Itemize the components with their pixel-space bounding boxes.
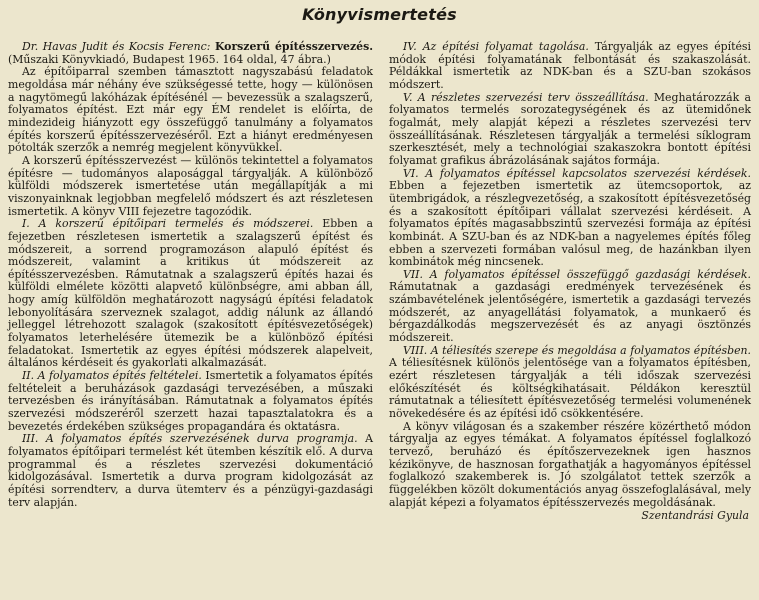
chapter-7-paragraph [389, 269, 751, 345]
chapter-6-text: Ebben a fejezetben ismertetik az ütemcsoportok, az ütembrigádok, a részlegvezetőség, a szakosított építésvezetőség és a szakosított építőipari vállalat szervezési kérdéseit. A folyamatos építés magasabbszintű szervezési formája az építési kombinát. A SZU-ban és az NDK-ban a nagyelemes építés főleg ebben a szervezeti formában valósul meg, de hazánkban ilyen kombinátok még nincsenek. [389, 179, 751, 269]
chapter-2-paragraph [8, 370, 373, 433]
page-title: Könyvismertetés [302, 5, 457, 24]
chapter-4-paragraph [389, 41, 751, 92]
chapter-2-heading: II. A folyamatos építés feltételei. [22, 369, 202, 383]
chapter-4-heading: IV. Az építési folyamat tagolása. [403, 40, 589, 53]
book-publication-info: (Műszaki Könyvkiadó, Budapest 1965. 164 oldal, 47 ábra.) [8, 52, 331, 66]
paragraph-conclusion: A könyv világosan és a szakember részére közérthető módon tárgyalja az egyes témákat. A folyamatos építéssel foglalkozó tervező, beruházó és építőszervezeknek igen hasznos kézikönyve, de hasznosan forgathatják a hagyományos építéssel foglalkozó szakemberek is. Jó szolgálatot tettek szerzők a függelékben közölt dokumentációs anyag összefoglalásával, mely alapját képezi a folyamatos építésszervezés megoldásának. [389, 419, 751, 509]
chapter-8-heading: VIII. A téliesítés szerepe és megoldása a folyamatos építésben. [403, 343, 751, 357]
bibliography-entry [8, 41, 373, 66]
paragraph-overview: A korszerű építésszervezést — különös tekintettel a folyamatos építésre — tudományos alaposággal tárgyalják. A különböző külföldi módszerek ismertetése után megállapítják a mi viszonyainknak legjobban megfelelő módszert és azt részletesen ismertetik. A könyv VIII fejezetre tagozódik. [8, 153, 373, 218]
chapter-5-text: Meghatározzák a folyamatos termelés sorozategységének és az ütemidőnek fogalmát, mely alapját képezi a részletes szervezési terv összeállításának. Részletesen tárgyalják a termelési síklogram szerkesztését, mely a technológiai szakaszokra bontott építési folyamat grafikus ábrázolásának sajátos formája. [389, 90, 752, 167]
chapter-2-text: Ismertetik a folyamatos építés feltételeit a beruházások gazdasági tervezésében, a műszaki tervezésben és irányításában. Rámutatnak a folyamatos építés szervezési módszeréről szerzett hazai tapasztalatokra és a bevezetés érdekében szükséges propagandára és oktatásra. [8, 369, 373, 433]
paragraph-intro: Az építőiparral szemben támasztott nagyszabású feladatok megoldása már néhány éve szükségessé tette, hogy — különösen a nagytömegű lakóházak építésénél — bevezessük a szalagszerű, folyamatos építést. Ezt már egy ÉM rendelet is előírta, de mindezideig hiányzott egy összefüggő tanulmány a folyamatos építés korszerű építésszervezéséről. Ezt a hiányt eredményesen pótolták szerzők a nemrég megjelent könyvükkel. [8, 65, 373, 155]
chapter-7-heading: VII. A folyamatos építéssel összefüggő gazdasági kérdések. [403, 267, 751, 281]
reviewer-signature: Szentandrási Gyula [641, 509, 749, 523]
chapter-4-text: Tárgyalják az egyes építési módok építési folyamatának felbontását és szakaszolását. Példákkal ismertetik az NDK-ban és a SZU-ban szokásos módszert. [389, 40, 751, 91]
book-authors: Dr. Havas Judit és Kocsis Ferenc: [22, 40, 211, 53]
chapter-3-paragraph [8, 433, 373, 509]
chapter-3-heading: III. A folyamatos építés szervezésének durva programja. [22, 432, 358, 446]
chapter-1-paragraph [8, 218, 373, 370]
book-title: Korszerű építésszervezés. [214, 40, 374, 53]
chapter-1-text: Ebben a fejezetben részletesen ismertetik a szalagszerű építést és módszereit, a sorrend programozáson alapuló építést és módszereit, valamint a kritikus út módszereit az építésszervezésben. Rámutatnak a szalagszerű építés hazai és külföldi elmélete közötti alapvető különbségre, ami abban áll, hogy amíg külföldön meghatározott nagyságú építési feladatok lebonyolítására szerveznek szalagot, addig nálunk az állandó jelleggel létrehozott szalagok (szakosított építésvezetőségek) folyamatos leterhelésére ütemezik be a különböző építési feladatokat. Ismertetik az egyes építési módszerek alapelveit, általános kérdéseit és gyakorlati alkalmazását. [8, 217, 374, 370]
chapter-6-heading: VI. A folyamatos építéssel kapcsolatos szervezési kérdések. [403, 166, 751, 180]
chapter-6-paragraph [389, 168, 751, 269]
chapter-1-heading: I. A korszerű építőipari termelés és módszerei. [22, 217, 314, 231]
chapter-5-paragraph [389, 92, 751, 168]
right-column [389, 41, 751, 523]
chapter-8-text: A téliesítésnek különös jelentősége van a folyamatos építésben, ezért részletesen tárgyalják a téli időszak szervezési előkészítését és költségkihatásait. Példákon keresztül rámutatnak a téliesített építésvezetőség termelési volumenének növekedésére és az építési idő csökkentésére. [389, 356, 751, 421]
chapter-7-text: Rámutatnak a gazdasági eredmények tervezésének és számbavételének jelentőségére, ismertetik a gazdasági tervezés módszerét, az anyagellátási folyamatok, a munkaerő és bérgazdálkodás megszervezését és az anyagi ösztönzés módszereit. [389, 280, 751, 345]
chapter-8-paragraph [389, 345, 751, 421]
chapter-5-heading: V. A részletes szervezési terv összeállítása. [403, 90, 649, 104]
chapter-3-text: A folyamatos építőipari termelést két ütemben készítik elő. A durva programmal és a részletes szervezési dokumentáció kidolgozásával. Ismertetik a durva program kidolgozását az építési sorrendterv, a durva ütemterv és a pénzügyi-gazdasági terv alapján. [8, 432, 373, 509]
left-column [8, 41, 373, 509]
